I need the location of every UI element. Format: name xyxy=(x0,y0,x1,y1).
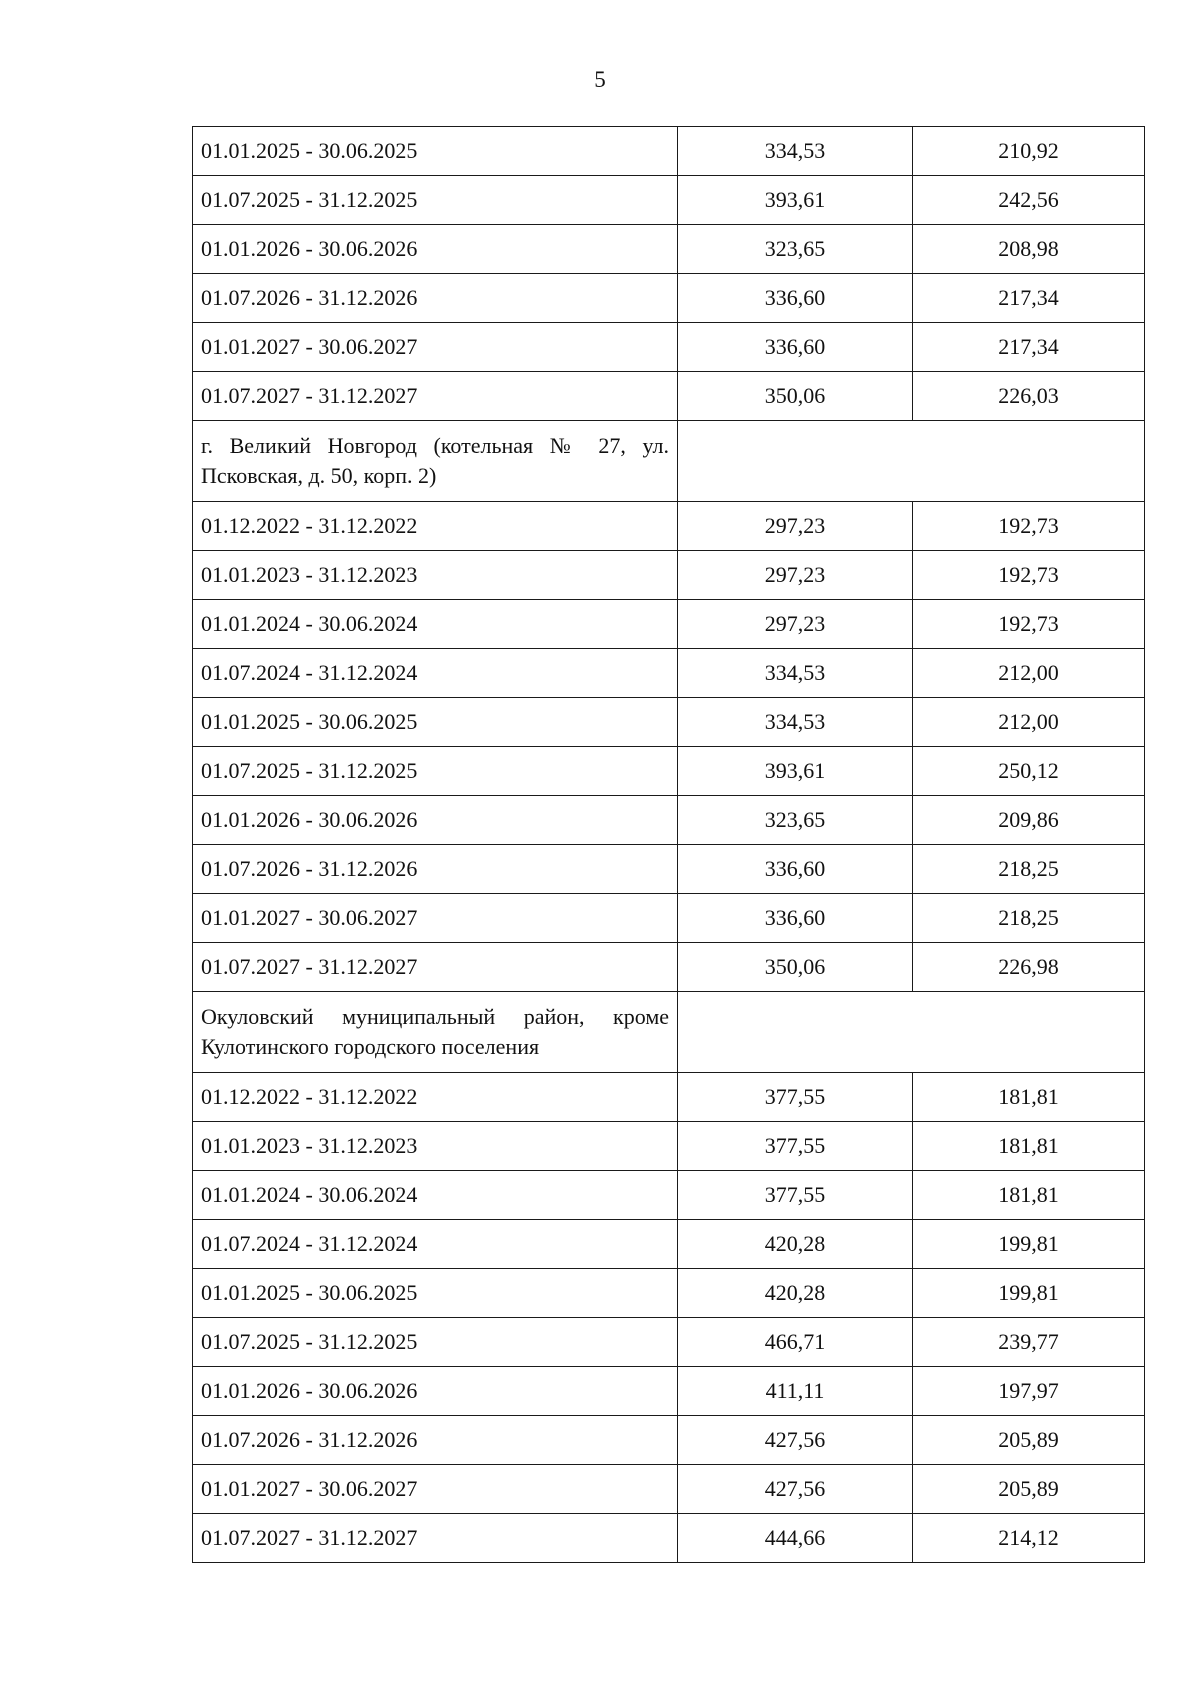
value-cell-1: 411,11 xyxy=(678,1367,913,1416)
period-cell: 01.12.2022 - 31.12.2022 xyxy=(193,502,678,551)
value-cell-2: 212,00 xyxy=(913,698,1145,747)
period-cell: 01.07.2025 - 31.12.2025 xyxy=(193,176,678,225)
value-cell-1: 427,56 xyxy=(678,1465,913,1514)
period-cell: 01.01.2026 - 30.06.2026 xyxy=(193,225,678,274)
empty-cell xyxy=(678,992,1145,1073)
table-row xyxy=(193,1171,1145,1220)
period-cell: 01.12.2022 - 31.12.2022 xyxy=(193,1073,678,1122)
table-row xyxy=(193,323,1145,372)
value-cell-1: 444,66 xyxy=(678,1514,913,1563)
value-cell-2: 242,56 xyxy=(913,176,1145,225)
value-cell-1: 393,61 xyxy=(678,747,913,796)
value-cell-2: 214,12 xyxy=(913,1514,1145,1563)
value-cell-1: 377,55 xyxy=(678,1073,913,1122)
period-cell: 01.01.2024 - 30.06.2024 xyxy=(193,600,678,649)
value-cell-2: 212,00 xyxy=(913,649,1145,698)
value-cell-2: 192,73 xyxy=(913,600,1145,649)
table-row xyxy=(193,1367,1145,1416)
period-cell: 01.01.2026 - 30.06.2026 xyxy=(193,1367,678,1416)
table-row xyxy=(193,176,1145,225)
value-cell-2: 226,98 xyxy=(913,943,1145,992)
value-cell-2: 181,81 xyxy=(913,1122,1145,1171)
value-cell-1: 336,60 xyxy=(678,274,913,323)
period-cell: 01.01.2026 - 30.06.2026 xyxy=(193,796,678,845)
value-cell-2: 192,73 xyxy=(913,502,1145,551)
value-cell-2: 239,77 xyxy=(913,1318,1145,1367)
value-cell-2: 197,97 xyxy=(913,1367,1145,1416)
tariff-table xyxy=(192,126,1145,1563)
value-cell-2: 199,81 xyxy=(913,1269,1145,1318)
table-row xyxy=(193,502,1145,551)
table-row xyxy=(193,127,1145,176)
table-row xyxy=(193,551,1145,600)
value-cell-1: 420,28 xyxy=(678,1220,913,1269)
value-cell-2: 217,34 xyxy=(913,323,1145,372)
table-row xyxy=(193,845,1145,894)
value-cell-1: 420,28 xyxy=(678,1269,913,1318)
tariff-table-body xyxy=(193,127,1145,1563)
value-cell-1: 466,71 xyxy=(678,1318,913,1367)
table-row xyxy=(193,1269,1145,1318)
period-cell: 01.01.2027 - 30.06.2027 xyxy=(193,1465,678,1514)
period-cell: 01.01.2027 - 30.06.2027 xyxy=(193,323,678,372)
value-cell-2: 208,98 xyxy=(913,225,1145,274)
period-cell: 01.07.2027 - 31.12.2027 xyxy=(193,372,678,421)
period-cell: 01.07.2025 - 31.12.2025 xyxy=(193,747,678,796)
table-row xyxy=(193,1073,1145,1122)
value-cell-1: 427,56 xyxy=(678,1416,913,1465)
period-cell: 01.01.2024 - 30.06.2024 xyxy=(193,1171,678,1220)
value-cell-2: 217,34 xyxy=(913,274,1145,323)
value-cell-1: 377,55 xyxy=(678,1122,913,1171)
period-cell: 01.07.2026 - 31.12.2026 xyxy=(193,274,678,323)
value-cell-1: 334,53 xyxy=(678,649,913,698)
section-label: Окуловский муниципальный район, кроме Кулотинского городского поселения xyxy=(193,992,678,1073)
table-row xyxy=(193,1514,1145,1563)
table-row xyxy=(193,943,1145,992)
table-row xyxy=(193,1318,1145,1367)
period-cell: 01.07.2026 - 31.12.2026 xyxy=(193,845,678,894)
value-cell-2: 250,12 xyxy=(913,747,1145,796)
value-cell-2: 181,81 xyxy=(913,1073,1145,1122)
value-cell-1: 377,55 xyxy=(678,1171,913,1220)
period-cell: 01.07.2027 - 31.12.2027 xyxy=(193,1514,678,1563)
value-cell-1: 334,53 xyxy=(678,127,913,176)
period-cell: 01.07.2024 - 31.12.2024 xyxy=(193,649,678,698)
section-label: г. Великий Новгород (котельная № 27, ул. Псковская, д. 50, корп. 2) xyxy=(193,421,678,502)
value-cell-1: 336,60 xyxy=(678,894,913,943)
period-cell: 01.07.2027 - 31.12.2027 xyxy=(193,943,678,992)
period-cell: 01.07.2025 - 31.12.2025 xyxy=(193,1318,678,1367)
value-cell-1: 297,23 xyxy=(678,502,913,551)
value-cell-2: 226,03 xyxy=(913,372,1145,421)
value-cell-2: 199,81 xyxy=(913,1220,1145,1269)
value-cell-2: 205,89 xyxy=(913,1465,1145,1514)
empty-cell xyxy=(678,421,1145,502)
value-cell-1: 334,53 xyxy=(678,698,913,747)
period-cell: 01.01.2025 - 30.06.2025 xyxy=(193,127,678,176)
period-cell: 01.01.2025 - 30.06.2025 xyxy=(193,698,678,747)
period-cell: 01.01.2023 - 31.12.2023 xyxy=(193,551,678,600)
period-cell: 01.01.2025 - 30.06.2025 xyxy=(193,1269,678,1318)
value-cell-2: 218,25 xyxy=(913,845,1145,894)
value-cell-1: 350,06 xyxy=(678,943,913,992)
value-cell-1: 297,23 xyxy=(678,551,913,600)
value-cell-2: 205,89 xyxy=(913,1416,1145,1465)
period-cell: 01.07.2024 - 31.12.2024 xyxy=(193,1220,678,1269)
period-cell: 01.07.2026 - 31.12.2026 xyxy=(193,1416,678,1465)
table-row xyxy=(193,600,1145,649)
value-cell-1: 350,06 xyxy=(678,372,913,421)
table-row xyxy=(193,894,1145,943)
value-cell-1: 323,65 xyxy=(678,796,913,845)
table-row xyxy=(193,274,1145,323)
table-row xyxy=(193,225,1145,274)
value-cell-2: 181,81 xyxy=(913,1171,1145,1220)
period-cell: 01.01.2027 - 30.06.2027 xyxy=(193,894,678,943)
value-cell-2: 209,86 xyxy=(913,796,1145,845)
table-row xyxy=(193,1122,1145,1171)
page-number: 5 xyxy=(594,67,606,92)
table-row xyxy=(193,698,1145,747)
table-row xyxy=(193,796,1145,845)
table-row xyxy=(193,649,1145,698)
table-row xyxy=(193,1220,1145,1269)
table-row xyxy=(193,1465,1145,1514)
section-header-row xyxy=(193,992,1145,1073)
value-cell-1: 336,60 xyxy=(678,323,913,372)
table-row xyxy=(193,747,1145,796)
value-cell-1: 297,23 xyxy=(678,600,913,649)
value-cell-2: 218,25 xyxy=(913,894,1145,943)
table-row xyxy=(193,1416,1145,1465)
value-cell-2: 192,73 xyxy=(913,551,1145,600)
section-header-row xyxy=(193,421,1145,502)
table-row xyxy=(193,372,1145,421)
value-cell-2: 210,92 xyxy=(913,127,1145,176)
period-cell: 01.01.2023 - 31.12.2023 xyxy=(193,1122,678,1171)
value-cell-1: 336,60 xyxy=(678,845,913,894)
value-cell-1: 323,65 xyxy=(678,225,913,274)
value-cell-1: 393,61 xyxy=(678,176,913,225)
